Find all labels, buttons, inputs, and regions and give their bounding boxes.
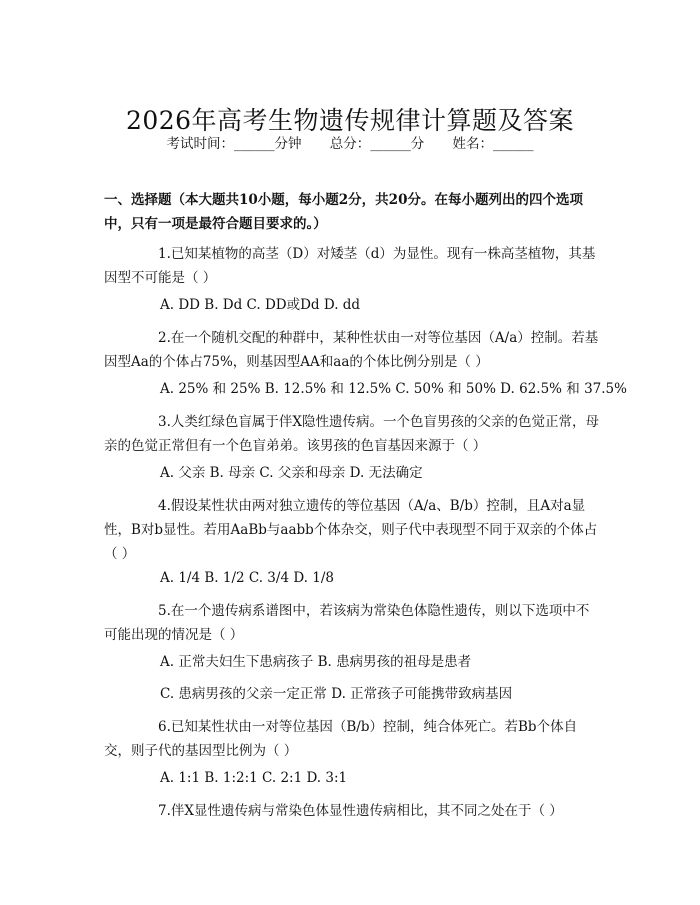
question-6 — [104, 715, 599, 763]
student-name: 姓名：______ — [452, 136, 534, 152]
exam-info — [0, 132, 700, 152]
question-1-options: A. DD B. Dd C. DD或Dd D. dd — [160, 297, 361, 313]
page-title: 2026年高考生物遗传规律计算题及答案 — [125, 105, 575, 135]
question-number: 6. — [158, 719, 171, 735]
question-number: 2. — [158, 330, 171, 346]
exam-score: 总分：______分 — [329, 136, 425, 152]
question-7 — [104, 799, 599, 823]
question-stem: 已知某性状由一对等位基因（B/b）控制，纯合体死亡。若Bb个体自交，则子代的基因型比例为（ ） — [104, 719, 578, 759]
question-4-options: A. 1/4 B. 1/2 C. 3/4 D. 1/8 — [160, 570, 334, 586]
question-2-options: A. 25% 和 25% B. 12.5% 和 12.5% C. 50% 和 50% D. 62.5% 和 37.5% — [160, 381, 627, 397]
question-2 — [104, 326, 599, 374]
question-number: 7. — [158, 803, 171, 819]
question-3-options: A. 父亲 B. 母亲 C. 父亲和母亲 D. 无法确定 — [160, 465, 423, 481]
section-heading: 一、选择题（本大题共10小题，每小题2分，共20分。在每小题列出的四个选项中，只有一项是最符合题目要求的。） — [104, 192, 583, 232]
question-stem: 在一个随机交配的种群中，某种性状由一对等位基因（A/a）控制。若基因型Aa的个体占75%，则基因型AA和aa的个体比例分别是（ ） — [104, 330, 599, 370]
question-stem: 在一个遗传病系谱图中，若该病为常染色体隐性遗传，则以下选项中不可能出现的情况是（ ） — [104, 603, 590, 643]
question-stem: 人类红绿色盲属于伴X隐性遗传病。一个色盲男孩的父亲的色觉正常，母亲的色觉正常但有一个色盲弟弟。该男孩的色盲基因来源于（ ） — [104, 414, 600, 454]
question-1 — [104, 242, 599, 290]
question-5-options-row-2: C. 患病男孩的父亲一定正常 D. 正常孩子可能携带致病基因 — [160, 686, 513, 702]
question-3 — [104, 410, 599, 458]
question-5-options-row-1: A. 正常夫妇生下患病孩子 B. 患病男孩的祖母是患者 — [160, 654, 472, 670]
question-number: 3. — [158, 414, 171, 430]
question-stem: 已知某植物的高茎（D）对矮茎（d）为显性。现有一株高茎植物，其基因型不可能是（ ） — [104, 246, 596, 286]
question-number: 5. — [158, 603, 171, 619]
question-5 — [104, 599, 599, 647]
question-4 — [104, 494, 599, 566]
question-stem: 伴X显性遗传病与常染色体显性遗传病相比，其不同之处在于（ ） — [170, 803, 563, 819]
question-6-options: A. 1:1 B. 1:2:1 C. 2:1 D. 3:1 — [160, 770, 348, 786]
exam-time: 考试时间：______分钟 — [166, 136, 302, 152]
question-stem: 假设某性状由两对独立遗传的等位基因（A/a、B/b）控制，且A对a显性，B对b显性。若用AaBb与aabb个体杂交，则子代中表现型不同于双亲的个体占（ ） — [104, 498, 598, 562]
question-number: 4. — [158, 498, 171, 514]
question-number: 1. — [158, 246, 171, 262]
